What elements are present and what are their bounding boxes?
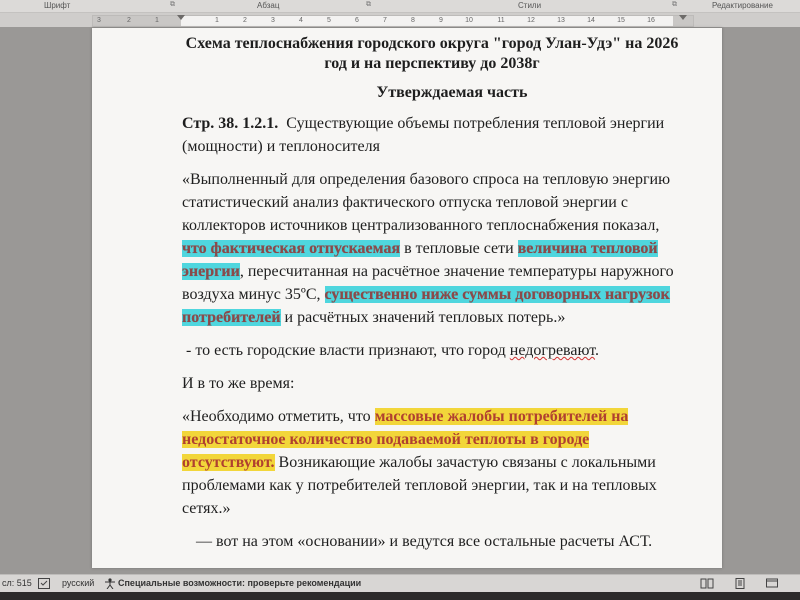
highlight-cyan-2: величина тепловой энергии bbox=[182, 240, 658, 280]
read-mode-icon[interactable] bbox=[700, 578, 714, 591]
ruler-indent-marker[interactable] bbox=[177, 15, 185, 20]
ribbon-group-labels bbox=[0, 0, 800, 13]
document-subtitle: Утверждаемая часть bbox=[376, 84, 528, 101]
ruler-tick: 9 bbox=[439, 17, 443, 24]
ruler-tick: 14 bbox=[587, 17, 595, 24]
ruler-tick: 6 bbox=[355, 17, 359, 24]
ruler-tick: 7 bbox=[383, 17, 387, 24]
quote2-text-a: «Необходимо отметить, что bbox=[182, 408, 371, 425]
spellcheck-word[interactable]: недогревают bbox=[509, 342, 596, 359]
ruler-tick: 3 bbox=[271, 17, 275, 24]
ruler-tick: 11 bbox=[497, 17, 505, 24]
ruler-tick: 1 bbox=[155, 17, 159, 24]
ruler-right-indent-marker[interactable] bbox=[679, 15, 687, 20]
comment-paragraph-2: — вот на этом «основании» и ведутся все остальные расчеты АСТ. bbox=[196, 533, 653, 550]
web-layout-icon[interactable] bbox=[766, 578, 778, 591]
comment-paragraph-1 bbox=[186, 339, 682, 362]
section-heading bbox=[182, 112, 682, 158]
ribbon-group-paragraph: Абзац bbox=[257, 1, 280, 10]
ruler-tick: 10 bbox=[465, 17, 473, 24]
status-bar bbox=[0, 574, 800, 593]
styles-dialog-launcher-icon[interactable]: ⧉ bbox=[672, 1, 677, 8]
quote2-text-b: Возникающие жалобы зачастую связаны с локальными проблемами как у потребителей тепловой энергии, так и на тепловых сетях.» bbox=[182, 454, 657, 517]
print-layout-icon[interactable] bbox=[734, 578, 746, 591]
quote-paragraph-1 bbox=[182, 168, 682, 329]
highlight-cyan-3: существенно ниже суммы договорных нагрузок потребителей bbox=[182, 286, 670, 326]
quote1-text-c: , пересчитанная на расчётное значение температуры наружного воздуха минус 35ºС, bbox=[182, 263, 674, 303]
language-indicator[interactable]: русский bbox=[62, 578, 95, 588]
ruler-tick: 12 bbox=[527, 17, 535, 24]
proofing-icon[interactable] bbox=[38, 578, 50, 591]
ruler-tick: 5 bbox=[327, 17, 331, 24]
highlight-cyan-1: что фактическая отпускаемая bbox=[182, 240, 401, 257]
ruler-tick: 16 bbox=[647, 17, 655, 24]
paragraph-dialog-launcher-icon[interactable]: ⧉ bbox=[366, 1, 371, 8]
ruler-tick: 3 bbox=[97, 17, 101, 24]
ribbon-group-editing: Редактирование bbox=[712, 1, 773, 10]
background-strip bbox=[0, 592, 800, 600]
quote1-text-b: в тепловые сети bbox=[404, 240, 514, 257]
document-body[interactable] bbox=[182, 34, 682, 553]
transition-paragraph: И в то же время: bbox=[182, 375, 295, 392]
ruler-tick: 2 bbox=[127, 17, 131, 24]
ruler-left-margin bbox=[93, 16, 181, 26]
accessibility-icon[interactable] bbox=[104, 578, 116, 591]
comment1-end: . bbox=[595, 342, 600, 359]
ruler-bar bbox=[0, 13, 800, 27]
accessibility-status[interactable]: Специальные возможности: проверьте рекомендации bbox=[118, 578, 362, 588]
word-count[interactable]: сл: 515 bbox=[2, 578, 32, 588]
section-reference: Стр. 38. 1.2.1. bbox=[182, 115, 279, 132]
ribbon-group-font: Шрифт bbox=[44, 1, 71, 10]
highlight-yellow-1: массовые жалобы потребителей на недостаточное количество подаваемой теплоты в городе отсутствуют. bbox=[182, 408, 629, 471]
section-title: Существующие объемы потребления тепловой энергии (мощности) и теплоносителя bbox=[182, 115, 665, 155]
ribbon-group-styles: Стили bbox=[518, 1, 542, 10]
ruler-tick: 15 bbox=[617, 17, 625, 24]
quote-paragraph-2 bbox=[182, 405, 682, 520]
ruler-tick: 1 bbox=[215, 17, 219, 24]
ruler-tick: 13 bbox=[557, 17, 565, 24]
quote1-text-a: «Выполненный для определения базового спроса на тепловую энергию статистический анализ фактического отпуска тепловой энергии с коллекторов источников централизованного теплоснабжения показал, bbox=[182, 171, 671, 234]
comment1-text: - то есть городские власти признают, что город bbox=[186, 342, 506, 359]
horizontal-ruler[interactable] bbox=[92, 15, 694, 27]
document-title: Схема теплоснабжения городского округа "город Улан-Удэ" на 2026 год и на перспективу до 2038г bbox=[185, 35, 679, 72]
font-dialog-launcher-icon[interactable]: ⧉ bbox=[170, 1, 175, 8]
quote1-text-d: и расчётных значений тепловых потерь.» bbox=[284, 309, 566, 326]
document-page[interactable] bbox=[92, 28, 722, 568]
ruler-tick: 8 bbox=[411, 17, 415, 24]
ruler-tick: 2 bbox=[243, 17, 247, 24]
ruler-tick: 4 bbox=[299, 17, 303, 24]
